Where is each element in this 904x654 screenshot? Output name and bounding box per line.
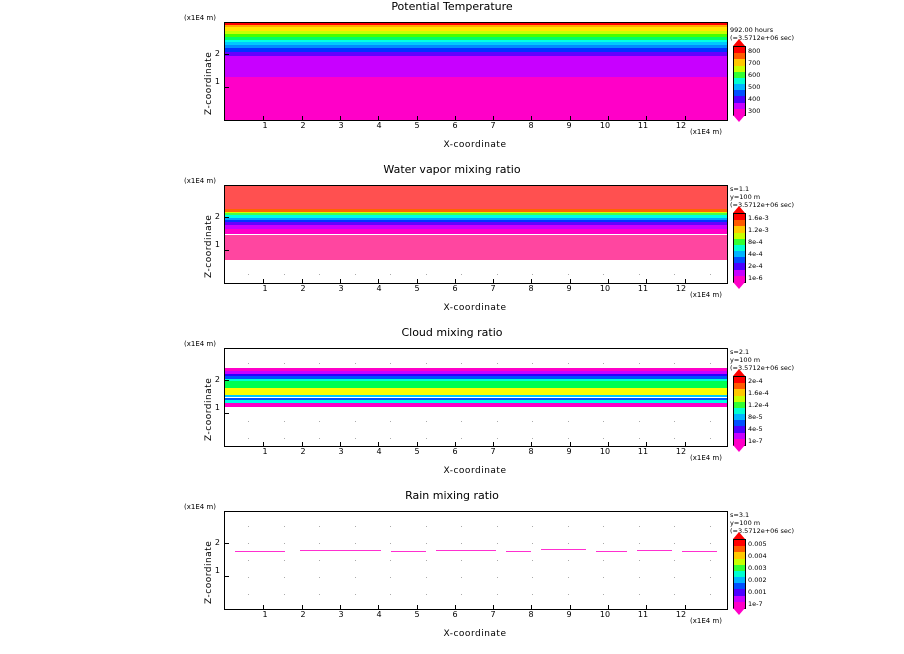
colorbar-segment bbox=[734, 226, 745, 232]
contour-band bbox=[225, 407, 727, 446]
annotation-line-1: s=1.1 bbox=[730, 185, 750, 193]
y-tick-mark bbox=[225, 87, 229, 88]
contour-band bbox=[225, 23, 727, 25]
colorbar-tick-label: 300 bbox=[748, 107, 761, 115]
x-tick-3: 3 bbox=[338, 284, 344, 293]
contour-band bbox=[225, 25, 727, 27]
contour-band bbox=[225, 213, 727, 215]
plot-area[interactable] bbox=[224, 185, 728, 284]
annotation-line-2: y=100 m bbox=[730, 193, 761, 201]
annotation-line-1: 992.00 hours bbox=[730, 26, 774, 34]
x-tick-4: 4 bbox=[376, 284, 382, 293]
colorbar-segment bbox=[734, 402, 745, 408]
colorbar-tick-label: 1e-6 bbox=[748, 274, 763, 282]
x-tick-mark bbox=[570, 116, 571, 120]
contour-band bbox=[225, 56, 727, 77]
colorbar-segment bbox=[734, 420, 745, 426]
x-tick-7: 7 bbox=[490, 610, 496, 619]
x-axis-unit: (x1E4 m) bbox=[690, 617, 722, 625]
x-tick-11: 11 bbox=[637, 610, 649, 619]
y-tick-mark bbox=[225, 380, 229, 381]
y-axis-unit: (x1E4 m) bbox=[184, 340, 216, 348]
contour-band bbox=[225, 45, 727, 48]
contour-band bbox=[225, 376, 727, 378]
x-tick-11: 11 bbox=[637, 121, 649, 130]
colorbar bbox=[733, 213, 746, 283]
x-tick-mark bbox=[646, 279, 647, 283]
colorbar-tick-label: 4e-4 bbox=[748, 250, 763, 258]
colorbar-tick-label: 0.003 bbox=[748, 564, 767, 572]
contour-band bbox=[225, 42, 727, 44]
x-tick-2: 2 bbox=[300, 121, 306, 130]
y-tick-mark bbox=[225, 576, 229, 577]
colorbar-tick-label: 8e-4 bbox=[748, 238, 763, 246]
panel-title: Rain mixing ratio bbox=[405, 489, 499, 502]
x-axis-label: X-coordinate bbox=[443, 140, 507, 150]
x-tick-12: 12 bbox=[675, 121, 687, 130]
x-tick-mark bbox=[302, 442, 303, 446]
y-tick-2: 2 bbox=[214, 375, 220, 384]
colorbar-segment bbox=[734, 589, 745, 595]
colorbar-tick-label: 500 bbox=[748, 83, 761, 91]
x-axis-label: X-coordinate bbox=[443, 303, 507, 313]
x-axis-label: X-coordinate bbox=[443, 466, 507, 476]
contour-band bbox=[225, 368, 727, 370]
panel-water-vapor bbox=[0, 163, 904, 326]
x-tick-12: 12 bbox=[675, 447, 687, 456]
annotation-line-3: (=3.5712e+06 sec) bbox=[730, 201, 795, 209]
rain-streak bbox=[436, 550, 496, 551]
x-tick-10: 10 bbox=[599, 284, 611, 293]
x-tick-mark bbox=[493, 605, 494, 609]
x-axis-unit: (x1E4 m) bbox=[690, 291, 722, 299]
x-tick-9: 9 bbox=[566, 610, 572, 619]
colorbar-segment bbox=[734, 426, 745, 432]
y-tick-1: 1 bbox=[214, 240, 220, 249]
x-tick-mark bbox=[263, 279, 264, 283]
x-tick-mark bbox=[646, 442, 647, 446]
colorbar-tick-label: 0.001 bbox=[748, 588, 767, 596]
annotation-line-2: (=3.5712e+06 sec) bbox=[730, 34, 795, 42]
contour-band bbox=[225, 512, 727, 609]
x-tick-7: 7 bbox=[490, 447, 496, 456]
colorbar-segment bbox=[734, 552, 745, 558]
y-axis-label: Z-coordinate bbox=[204, 377, 214, 441]
colorbar-segment bbox=[734, 47, 745, 53]
x-tick-mark bbox=[570, 442, 571, 446]
rain-streak bbox=[235, 551, 285, 552]
y-tick-2: 2 bbox=[214, 49, 220, 58]
colorbar-segment bbox=[734, 59, 745, 65]
x-tick-mark bbox=[378, 116, 379, 120]
contour-band bbox=[225, 27, 727, 31]
annotation-line-3: (=3.5712e+06 sec) bbox=[730, 364, 795, 372]
x-tick-mark bbox=[646, 605, 647, 609]
contour-band bbox=[225, 48, 727, 52]
x-tick-mark bbox=[608, 605, 609, 609]
y-tick-2: 2 bbox=[214, 538, 220, 547]
y-axis-label: Z-coordinate bbox=[204, 540, 214, 604]
x-tick-5: 5 bbox=[414, 447, 420, 456]
x-tick-2: 2 bbox=[300, 610, 306, 619]
plot-area[interactable] bbox=[224, 348, 728, 447]
colorbar-bottom-arrow bbox=[733, 445, 745, 452]
colorbar-tick-label: 1.2e-3 bbox=[748, 226, 769, 234]
x-tick-mark bbox=[531, 605, 532, 609]
contour-band bbox=[225, 212, 727, 213]
panel-rain-mixing-ratio bbox=[0, 489, 904, 654]
x-tick-3: 3 bbox=[338, 610, 344, 619]
x-tick-mark bbox=[570, 279, 571, 283]
colorbar-segment bbox=[734, 270, 745, 276]
colorbar-segment bbox=[734, 263, 745, 269]
colorbar-tick-label: 1.2e-4 bbox=[748, 401, 769, 409]
contour-band bbox=[225, 37, 727, 40]
colorbar-segment bbox=[734, 559, 745, 565]
colorbar-tick-label: 1.6e-3 bbox=[748, 214, 769, 222]
colorbar-segment bbox=[734, 433, 745, 439]
contour-band bbox=[225, 229, 727, 235]
contour-band bbox=[225, 40, 727, 42]
grid-dots bbox=[225, 349, 727, 368]
y-axis-unit: (x1E4 m) bbox=[184, 14, 216, 22]
contour-band bbox=[225, 371, 727, 374]
colorbar-segment bbox=[734, 546, 745, 552]
contour-band bbox=[225, 209, 727, 211]
colorbar-segment bbox=[734, 72, 745, 78]
contour-band bbox=[225, 395, 727, 398]
colorbar-segment bbox=[734, 53, 745, 59]
colorbar-segment bbox=[734, 84, 745, 90]
x-tick-6: 6 bbox=[452, 284, 458, 293]
rain-streak bbox=[541, 549, 586, 550]
colorbar-bottom-arrow bbox=[733, 282, 745, 289]
plot-area[interactable] bbox=[224, 511, 728, 610]
x-tick-mark bbox=[340, 442, 341, 446]
x-tick-4: 4 bbox=[376, 447, 382, 456]
colorbar-bottom-arrow bbox=[733, 115, 745, 122]
colorbar-tick-label: 2e-4 bbox=[748, 377, 763, 385]
colorbar-segment bbox=[734, 78, 745, 84]
x-tick-6: 6 bbox=[452, 447, 458, 456]
rain-streak bbox=[682, 551, 717, 552]
annotation-line-1: s=2.1 bbox=[730, 348, 750, 356]
contour-band bbox=[225, 215, 727, 217]
colorbar-top-arrow bbox=[733, 206, 745, 213]
colorbar-segment bbox=[734, 103, 745, 109]
contour-band bbox=[225, 235, 727, 260]
x-tick-4: 4 bbox=[376, 610, 382, 619]
contour-band bbox=[225, 222, 727, 224]
x-tick-5: 5 bbox=[414, 610, 420, 619]
x-tick-mark bbox=[263, 116, 264, 120]
colorbar-tick-label: 0.002 bbox=[748, 576, 767, 584]
colorbar-tick-label: 400 bbox=[748, 95, 761, 103]
contour-band bbox=[225, 388, 727, 395]
x-tick-mark bbox=[531, 442, 532, 446]
x-tick-mark bbox=[493, 279, 494, 283]
x-tick-mark bbox=[608, 442, 609, 446]
y-axis-label: Z-coordinate bbox=[204, 214, 214, 278]
x-tick-mark bbox=[455, 279, 456, 283]
x-tick-10: 10 bbox=[599, 121, 611, 130]
x-tick-mark bbox=[608, 279, 609, 283]
panel-title: Water vapor mixing ratio bbox=[383, 163, 521, 176]
x-tick-7: 7 bbox=[490, 284, 496, 293]
contour-band bbox=[225, 225, 727, 229]
colorbar-bottom-arrow bbox=[733, 608, 745, 615]
x-tick-mark bbox=[302, 116, 303, 120]
colorbar-segment bbox=[734, 596, 745, 602]
x-tick-6: 6 bbox=[452, 121, 458, 130]
colorbar-segment bbox=[734, 408, 745, 414]
x-tick-mark bbox=[302, 605, 303, 609]
x-tick-mark bbox=[417, 442, 418, 446]
x-tick-mark bbox=[455, 442, 456, 446]
colorbar-top-arrow bbox=[733, 532, 745, 539]
contour-band bbox=[225, 400, 727, 403]
x-tick-mark bbox=[493, 442, 494, 446]
colorbar-tick-label: 600 bbox=[748, 71, 761, 79]
x-tick-mark bbox=[685, 279, 686, 283]
y-tick-mark bbox=[225, 217, 229, 218]
x-tick-mark bbox=[531, 279, 532, 283]
panel-cloud-mixing-ratio bbox=[0, 326, 904, 489]
colorbar-segment bbox=[734, 90, 745, 96]
x-tick-1: 1 bbox=[262, 121, 268, 130]
colorbar-segment bbox=[734, 257, 745, 263]
x-tick-mark bbox=[378, 442, 379, 446]
annotation-line-1: s=3.1 bbox=[730, 511, 750, 519]
annotation-line-3: (=3.5712e+06 sec) bbox=[730, 527, 795, 535]
x-tick-12: 12 bbox=[675, 284, 687, 293]
colorbar-segment bbox=[734, 396, 745, 402]
colorbar bbox=[733, 539, 746, 609]
x-tick-7: 7 bbox=[490, 121, 496, 130]
x-tick-mark bbox=[455, 116, 456, 120]
x-tick-mark bbox=[340, 279, 341, 283]
x-tick-mark bbox=[263, 605, 264, 609]
x-tick-mark bbox=[378, 279, 379, 283]
x-tick-mark bbox=[531, 116, 532, 120]
x-tick-mark bbox=[417, 116, 418, 120]
x-tick-5: 5 bbox=[414, 121, 420, 130]
contour-band bbox=[225, 260, 727, 283]
x-tick-4: 4 bbox=[376, 121, 382, 130]
colorbar-segment bbox=[734, 245, 745, 251]
x-tick-mark bbox=[685, 605, 686, 609]
colorbar-tick-label: 1.6e-4 bbox=[748, 389, 769, 397]
y-axis-unit: (x1E4 m) bbox=[184, 503, 216, 511]
grid-dots bbox=[225, 512, 727, 609]
contour-band bbox=[225, 31, 727, 34]
colorbar-tick-label: 8e-5 bbox=[748, 413, 763, 421]
x-tick-mark bbox=[417, 279, 418, 283]
annotation-line-2: y=100 m bbox=[730, 356, 761, 364]
colorbar-segment bbox=[734, 571, 745, 577]
colorbar-segment bbox=[734, 414, 745, 420]
colorbar-top-arrow bbox=[733, 369, 745, 376]
colorbar-segment bbox=[734, 565, 745, 571]
x-tick-11: 11 bbox=[637, 284, 649, 293]
x-tick-11: 11 bbox=[637, 447, 649, 456]
y-axis-label: Z-coordinate bbox=[204, 51, 214, 115]
grid-dots bbox=[225, 407, 727, 446]
colorbar-segment bbox=[734, 220, 745, 226]
x-axis-unit: (x1E4 m) bbox=[690, 454, 722, 462]
contour-band bbox=[225, 381, 727, 387]
x-tick-mark bbox=[570, 605, 571, 609]
colorbar-segment bbox=[734, 577, 745, 583]
rain-streak bbox=[300, 550, 380, 551]
x-tick-mark bbox=[378, 605, 379, 609]
x-tick-8: 8 bbox=[528, 284, 534, 293]
x-tick-mark bbox=[340, 605, 341, 609]
colorbar-segment bbox=[734, 233, 745, 239]
panel-potential-temperature bbox=[0, 0, 904, 162]
panel-title: Potential Temperature bbox=[391, 0, 513, 13]
colorbar-segment bbox=[734, 540, 745, 546]
y-tick-mark bbox=[225, 543, 229, 544]
x-tick-9: 9 bbox=[566, 121, 572, 130]
plot-area[interactable] bbox=[224, 22, 728, 121]
x-tick-3: 3 bbox=[338, 447, 344, 456]
x-tick-mark bbox=[685, 116, 686, 120]
colorbar-tick-label: 700 bbox=[748, 59, 761, 67]
x-tick-mark bbox=[417, 605, 418, 609]
x-tick-2: 2 bbox=[300, 284, 306, 293]
colorbar-segment bbox=[734, 383, 745, 389]
y-tick-1: 1 bbox=[214, 77, 220, 86]
colorbar-segment bbox=[734, 66, 745, 72]
contour-band bbox=[225, 398, 727, 401]
rain-streak bbox=[391, 551, 426, 552]
y-axis-unit: (x1E4 m) bbox=[184, 177, 216, 185]
x-tick-mark bbox=[302, 279, 303, 283]
x-tick-mark bbox=[685, 442, 686, 446]
contour-band bbox=[225, 186, 727, 209]
colorbar-tick-label: 800 bbox=[748, 47, 761, 55]
colorbar-tick-label: 0.005 bbox=[748, 540, 767, 548]
x-tick-2: 2 bbox=[300, 447, 306, 456]
x-tick-8: 8 bbox=[528, 610, 534, 619]
x-tick-8: 8 bbox=[528, 121, 534, 130]
contour-band bbox=[225, 403, 727, 407]
y-tick-mark bbox=[225, 54, 229, 55]
y-tick-1: 1 bbox=[214, 403, 220, 412]
x-tick-10: 10 bbox=[599, 610, 611, 619]
x-tick-mark bbox=[455, 605, 456, 609]
grid-dots bbox=[225, 260, 727, 283]
colorbar-segment bbox=[734, 239, 745, 245]
contour-band bbox=[225, 220, 727, 222]
contour-band bbox=[225, 374, 727, 376]
colorbar-tick-label: 4e-5 bbox=[748, 425, 763, 433]
x-tick-1: 1 bbox=[262, 610, 268, 619]
x-tick-mark bbox=[340, 116, 341, 120]
x-tick-6: 6 bbox=[452, 610, 458, 619]
y-tick-1: 1 bbox=[214, 566, 220, 575]
colorbar-segment bbox=[734, 377, 745, 383]
rain-streak bbox=[596, 551, 626, 552]
contour-band bbox=[225, 349, 727, 368]
x-tick-mark bbox=[608, 116, 609, 120]
contour-band bbox=[225, 218, 727, 220]
x-tick-mark bbox=[646, 116, 647, 120]
y-tick-2: 2 bbox=[214, 212, 220, 221]
colorbar-segment bbox=[734, 96, 745, 102]
x-tick-9: 9 bbox=[566, 447, 572, 456]
contour-band bbox=[225, 77, 727, 120]
contour-band bbox=[225, 379, 727, 382]
x-tick-mark bbox=[493, 116, 494, 120]
colorbar-segment bbox=[734, 583, 745, 589]
rain-streak bbox=[506, 551, 531, 552]
x-axis-unit: (x1E4 m) bbox=[690, 128, 722, 136]
colorbar-tick-label: 1e-7 bbox=[748, 437, 763, 445]
x-tick-10: 10 bbox=[599, 447, 611, 456]
x-tick-8: 8 bbox=[528, 447, 534, 456]
colorbar-segment bbox=[734, 251, 745, 257]
x-tick-mark bbox=[263, 442, 264, 446]
x-tick-1: 1 bbox=[262, 447, 268, 456]
x-tick-5: 5 bbox=[414, 284, 420, 293]
colorbar-top-arrow bbox=[733, 39, 745, 46]
colorbar-tick-label: 1e-7 bbox=[748, 600, 763, 608]
contour-band bbox=[225, 52, 727, 56]
panel-title: Cloud mixing ratio bbox=[401, 326, 503, 339]
x-tick-9: 9 bbox=[566, 284, 572, 293]
x-axis-label: X-coordinate bbox=[443, 629, 507, 639]
colorbar-tick-label: 2e-4 bbox=[748, 262, 763, 270]
colorbar-tick-label: 0.004 bbox=[748, 552, 767, 560]
annotation-line-2: y=100 m bbox=[730, 519, 761, 527]
x-tick-3: 3 bbox=[338, 121, 344, 130]
rain-streak bbox=[637, 550, 672, 551]
y-tick-mark bbox=[225, 413, 229, 414]
contour-band bbox=[225, 34, 727, 37]
x-tick-1: 1 bbox=[262, 284, 268, 293]
colorbar bbox=[733, 376, 746, 446]
colorbar-segment bbox=[734, 214, 745, 220]
colorbar-segment bbox=[734, 389, 745, 395]
x-tick-12: 12 bbox=[675, 610, 687, 619]
y-tick-mark bbox=[225, 250, 229, 251]
colorbar bbox=[733, 46, 746, 116]
